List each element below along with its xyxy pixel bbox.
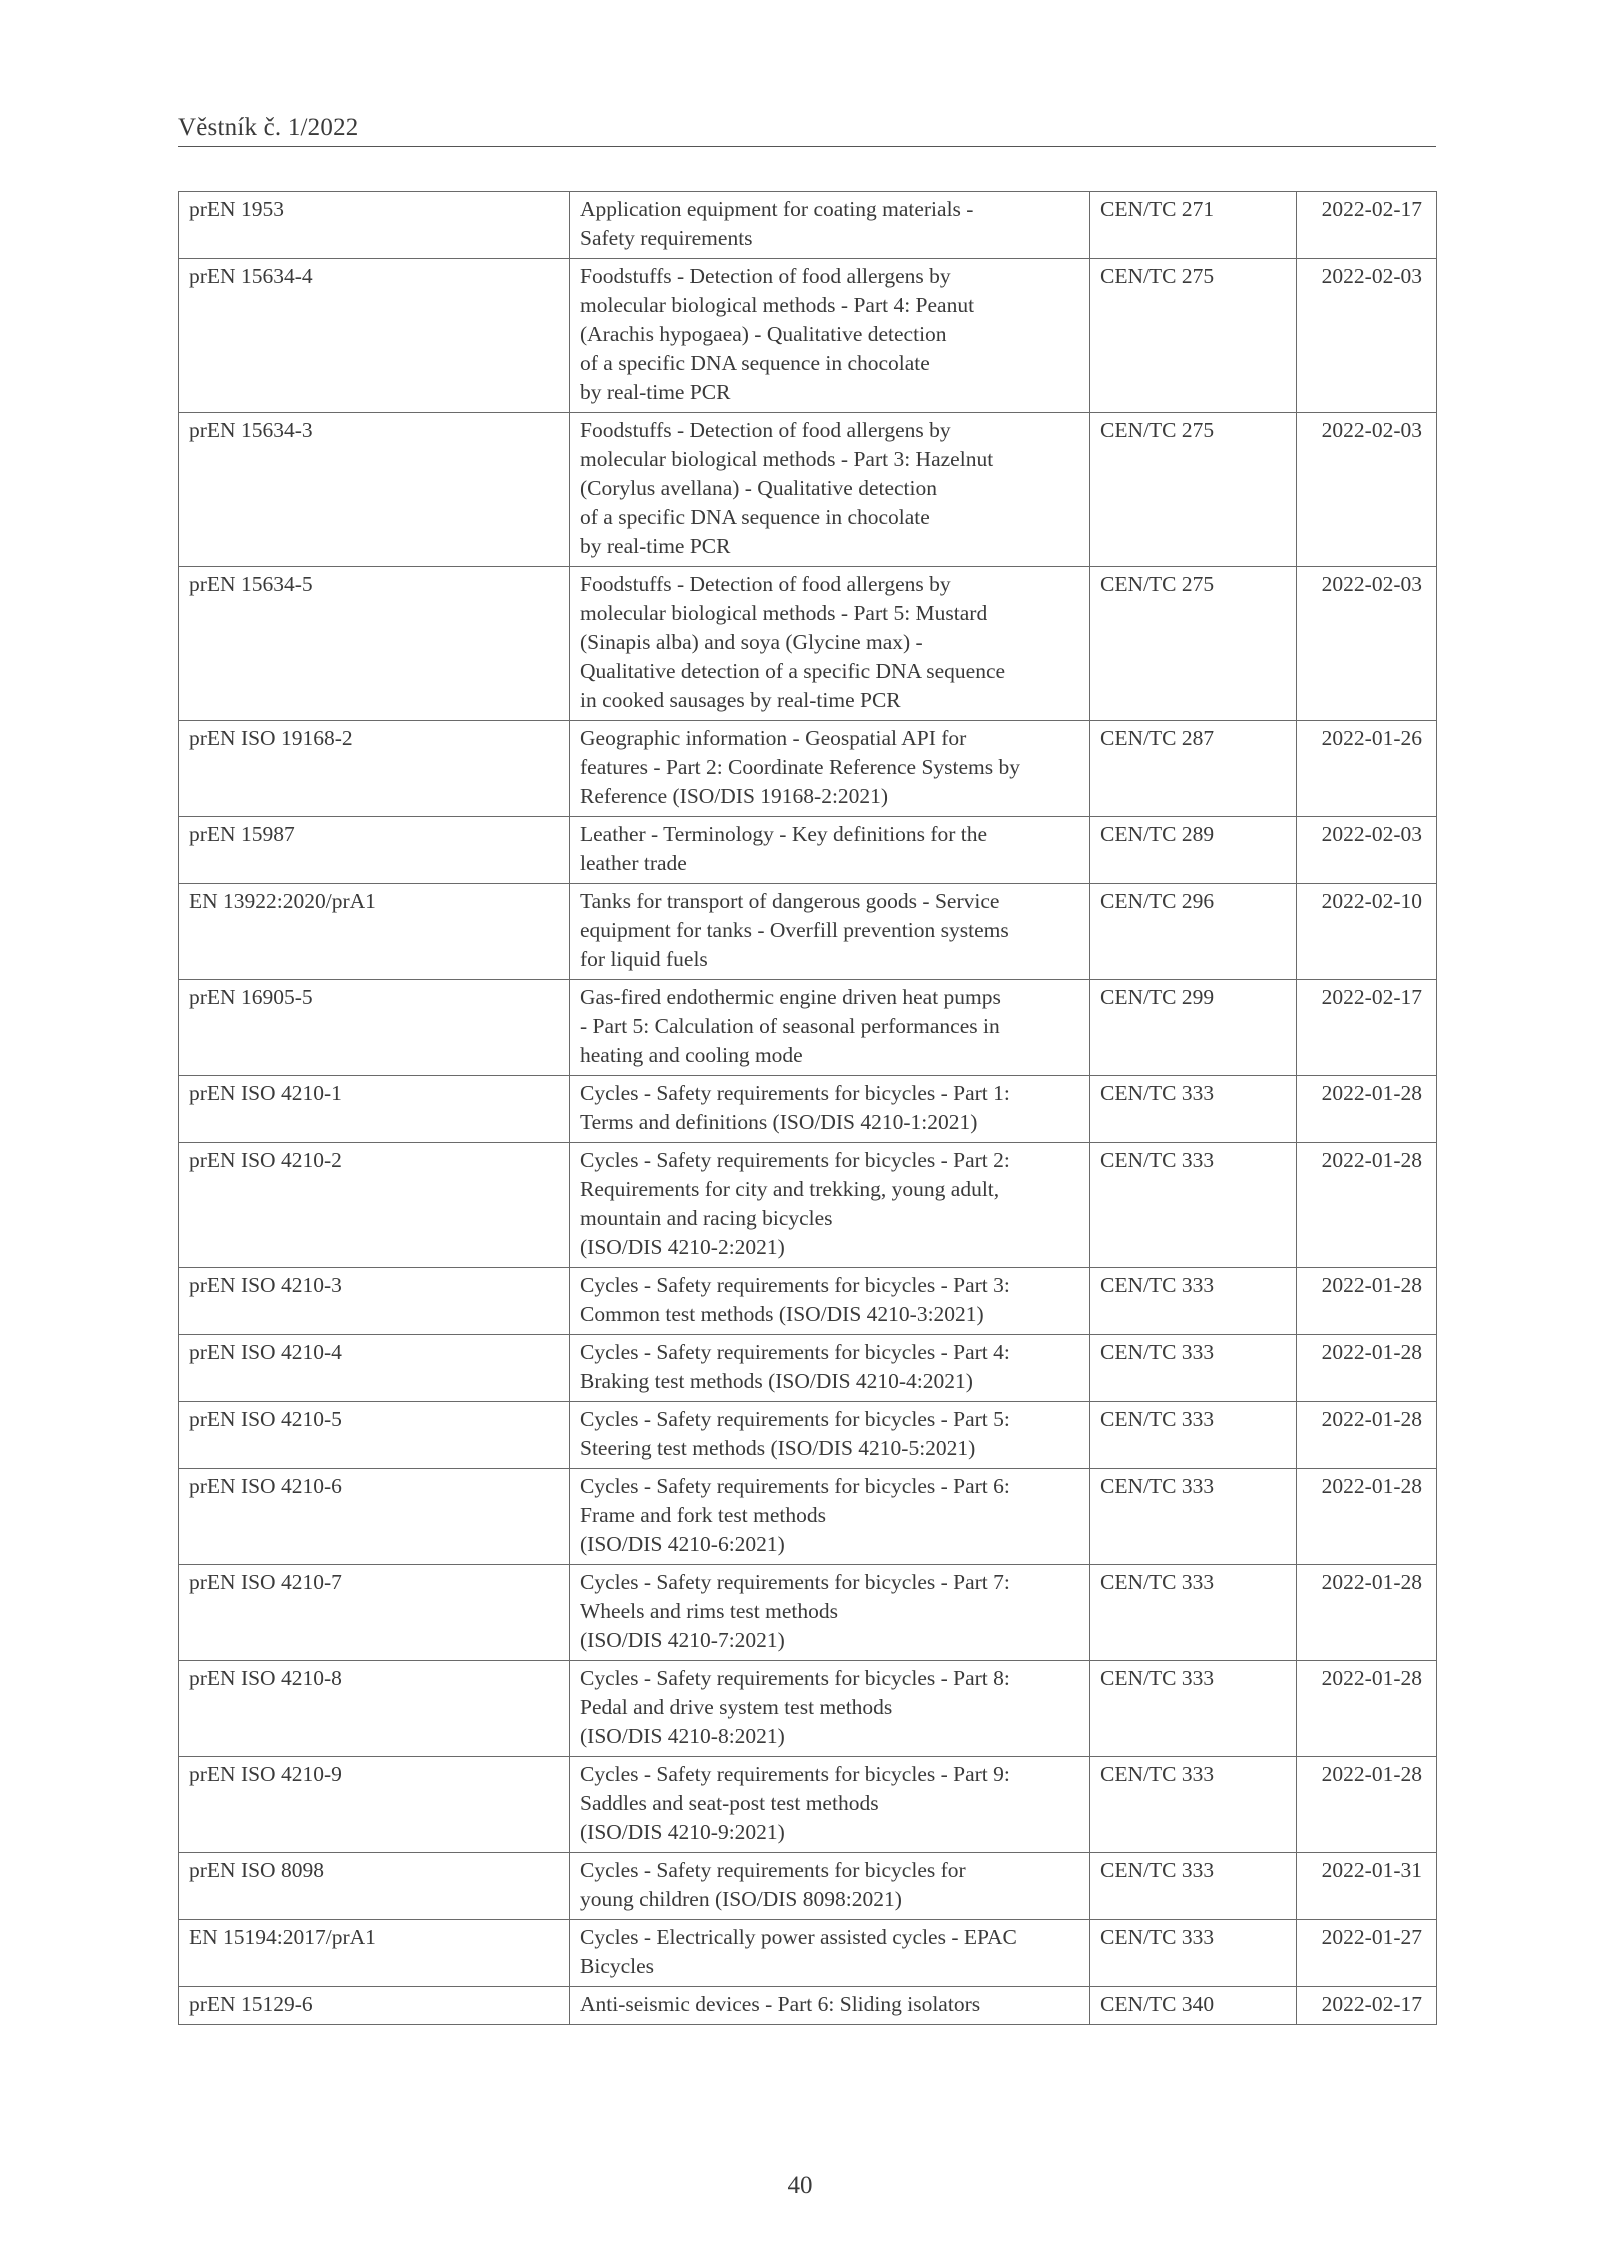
cell-date: 2022-01-28: [1297, 1143, 1437, 1268]
cell-title: Cycles - Safety requirements for bicycles - Part 8: Pedal and drive system test methods (ISO/DIS 4210-8:2021): [570, 1661, 1090, 1757]
cell-date: 2022-01-28: [1297, 1757, 1437, 1853]
cell-committee: CEN/TC 275: [1090, 259, 1297, 413]
table-row: [179, 1335, 1437, 1402]
cell-designation: prEN 15129-6: [179, 1987, 570, 2025]
cell-date: 2022-01-26: [1297, 721, 1437, 817]
table-row: [179, 1661, 1437, 1757]
table-row: [179, 1469, 1437, 1565]
cell-committee: CEN/TC 333: [1090, 1143, 1297, 1268]
cell-committee: CEN/TC 333: [1090, 1469, 1297, 1565]
cell-committee: CEN/TC 333: [1090, 1661, 1297, 1757]
table-row: [179, 413, 1437, 567]
cell-title: Anti-seismic devices - Part 6: Sliding isolators: [570, 1987, 1090, 2025]
cell-date: 2022-01-28: [1297, 1335, 1437, 1402]
cell-designation: prEN ISO 4210-2: [179, 1143, 570, 1268]
cell-designation: prEN ISO 4210-9: [179, 1757, 570, 1853]
cell-committee: CEN/TC 340: [1090, 1987, 1297, 2025]
cell-title: Tanks for transport of dangerous goods - Service equipment for tanks - Overfill prevention systems for liquid fuels: [570, 884, 1090, 980]
cell-title: Foodstuffs - Detection of food allergens by molecular biological methods - Part 3: Hazelnut (Corylus avellana) - Qualitative detection of a specific DNA sequence in chocolate by real-time PCR: [570, 413, 1090, 567]
cell-date: 2022-02-03: [1297, 413, 1437, 567]
cell-designation: prEN 15634-4: [179, 259, 570, 413]
cell-designation: prEN ISO 4210-7: [179, 1565, 570, 1661]
cell-title: Foodstuffs - Detection of food allergens by molecular biological methods - Part 5: Mustard (Sinapis alba) and soya (Glycine max) - Qualitative detection of a specific DNA sequence in cooked sausages by real-time PCR: [570, 567, 1090, 721]
cell-title: Leather - Terminology - Key definitions for the leather trade: [570, 817, 1090, 884]
table-row: [179, 1143, 1437, 1268]
cell-title: Cycles - Safety requirements for bicycles for young children (ISO/DIS 8098:2021): [570, 1853, 1090, 1920]
cell-designation: prEN ISO 4210-1: [179, 1076, 570, 1143]
cell-title: Cycles - Electrically power assisted cycles - EPAC Bicycles: [570, 1920, 1090, 1987]
cell-title: Cycles - Safety requirements for bicycles - Part 1: Terms and definitions (ISO/DIS 4210-1:2021): [570, 1076, 1090, 1143]
cell-designation: prEN ISO 8098: [179, 1853, 570, 1920]
page-number: 40: [787, 2172, 813, 2199]
cell-designation: prEN 16905-5: [179, 980, 570, 1076]
cell-designation: EN 15194:2017/prA1: [179, 1920, 570, 1987]
cell-committee: CEN/TC 296: [1090, 884, 1297, 980]
table-row: [179, 1853, 1437, 1920]
cell-committee: CEN/TC 287: [1090, 721, 1297, 817]
cell-committee: CEN/TC 275: [1090, 413, 1297, 567]
page-header-title: Věstník č. 1/2022: [178, 114, 359, 141]
cell-date: 2022-01-31: [1297, 1853, 1437, 1920]
cell-committee: CEN/TC 333: [1090, 1076, 1297, 1143]
cell-title: Cycles - Safety requirements for bicycles - Part 9: Saddles and seat-post test methods (ISO/DIS 4210-9:2021): [570, 1757, 1090, 1853]
cell-date: 2022-02-10: [1297, 884, 1437, 980]
cell-title: Cycles - Safety requirements for bicycles - Part 2: Requirements for city and trekking, young adult, mountain and racing bicycles (ISO/DIS 4210-2:2021): [570, 1143, 1090, 1268]
cell-date: 2022-01-27: [1297, 1920, 1437, 1987]
cell-committee: CEN/TC 289: [1090, 817, 1297, 884]
cell-title: Cycles - Safety requirements for bicycles - Part 6: Frame and fork test methods (ISO/DIS 4210-6:2021): [570, 1469, 1090, 1565]
table-row: [179, 1076, 1437, 1143]
header-divider: [178, 146, 1436, 147]
cell-designation: prEN ISO 4210-8: [179, 1661, 570, 1757]
cell-designation: prEN 15634-3: [179, 413, 570, 567]
cell-title: Foodstuffs - Detection of food allergens by molecular biological methods - Part 4: Peanut (Arachis hypogaea) - Qualitative detection of a specific DNA sequence in chocolate by real-time PCR: [570, 259, 1090, 413]
cell-committee: CEN/TC 333: [1090, 1402, 1297, 1469]
cell-committee: CEN/TC 333: [1090, 1920, 1297, 1987]
cell-committee: CEN/TC 333: [1090, 1268, 1297, 1335]
table-row: [179, 817, 1437, 884]
table-row: [179, 1268, 1437, 1335]
standards-table: [178, 191, 1437, 2025]
table-row: [179, 1987, 1437, 2025]
cell-designation: prEN 15634-5: [179, 567, 570, 721]
table-row: [179, 1565, 1437, 1661]
standards-table-body: [179, 192, 1437, 2025]
table-row: [179, 192, 1437, 259]
cell-designation: prEN ISO 4210-5: [179, 1402, 570, 1469]
cell-designation: prEN ISO 4210-4: [179, 1335, 570, 1402]
table-row: [179, 1757, 1437, 1853]
table-row: [179, 567, 1437, 721]
cell-designation: prEN ISO 4210-6: [179, 1469, 570, 1565]
cell-committee: CEN/TC 333: [1090, 1757, 1297, 1853]
cell-title: Application equipment for coating materials - Safety requirements: [570, 192, 1090, 259]
cell-committee: CEN/TC 333: [1090, 1335, 1297, 1402]
cell-title: Cycles - Safety requirements for bicycles - Part 3: Common test methods (ISO/DIS 4210-3:2021): [570, 1268, 1090, 1335]
cell-designation: prEN ISO 19168-2: [179, 721, 570, 817]
cell-title: Geographic information - Geospatial API for features - Part 2: Coordinate Reference Systems by Reference (ISO/DIS 19168-2:2021): [570, 721, 1090, 817]
cell-designation: prEN 15987: [179, 817, 570, 884]
table-row: [179, 1920, 1437, 1987]
table-row: [179, 1402, 1437, 1469]
cell-date: 2022-01-28: [1297, 1402, 1437, 1469]
cell-committee: CEN/TC 275: [1090, 567, 1297, 721]
cell-committee: CEN/TC 271: [1090, 192, 1297, 259]
cell-designation: prEN 1953: [179, 192, 570, 259]
cell-date: 2022-02-03: [1297, 259, 1437, 413]
table-row: [179, 980, 1437, 1076]
cell-date: 2022-02-03: [1297, 817, 1437, 884]
cell-date: 2022-01-28: [1297, 1565, 1437, 1661]
cell-date: 2022-02-17: [1297, 192, 1437, 259]
cell-title: Cycles - Safety requirements for bicycles - Part 7: Wheels and rims test methods (ISO/DIS 4210-7:2021): [570, 1565, 1090, 1661]
cell-designation: EN 13922:2020/prA1: [179, 884, 570, 980]
cell-committee: CEN/TC 333: [1090, 1565, 1297, 1661]
cell-date: 2022-02-17: [1297, 1987, 1437, 2025]
table-row: [179, 884, 1437, 980]
cell-committee: CEN/TC 333: [1090, 1853, 1297, 1920]
cell-date: 2022-01-28: [1297, 1469, 1437, 1565]
cell-title: Cycles - Safety requirements for bicycles - Part 5: Steering test methods (ISO/DIS 4210-5:2021): [570, 1402, 1090, 1469]
cell-date: 2022-02-03: [1297, 567, 1437, 721]
cell-date: 2022-01-28: [1297, 1268, 1437, 1335]
cell-date: 2022-01-28: [1297, 1076, 1437, 1143]
cell-committee: CEN/TC 299: [1090, 980, 1297, 1076]
table-row: [179, 259, 1437, 413]
cell-date: 2022-02-17: [1297, 980, 1437, 1076]
table-row: [179, 721, 1437, 817]
cell-title: Gas-fired endothermic engine driven heat pumps - Part 5: Calculation of seasonal performances in heating and cooling mode: [570, 980, 1090, 1076]
cell-title: Cycles - Safety requirements for bicycles - Part 4: Braking test methods (ISO/DIS 4210-4:2021): [570, 1335, 1090, 1402]
cell-date: 2022-01-28: [1297, 1661, 1437, 1757]
cell-designation: prEN ISO 4210-3: [179, 1268, 570, 1335]
